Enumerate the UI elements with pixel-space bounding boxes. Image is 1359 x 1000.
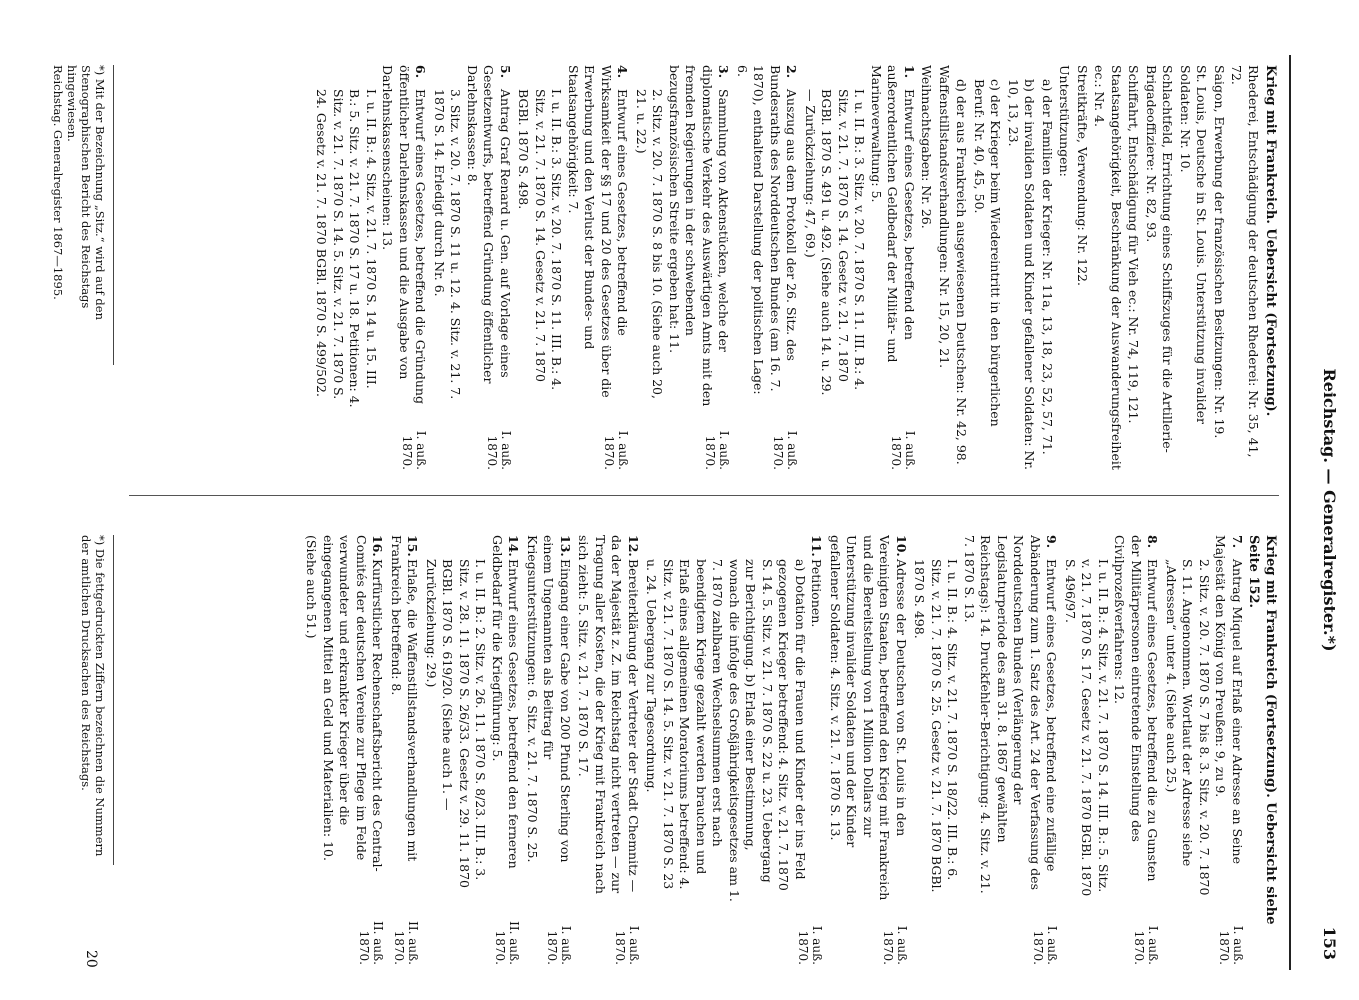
entry-detail: a) Dotation für die Frauen und Kinder der ins Feld gezogenen Krieger betreffend: 4. Sitz. v. 21. 7. 1870 S. 14. 5. Sitz. v. 21. 7. 1870 S. 22 u. 23. Uebergang zur Berichtigung. b) Erlaß einer Bestimmung, wonach die infolge des Großjährigkeitsgesetzes am 1. 7. 1870 zahlbaren Wechselsummen erst nach beendigtem Kriege gezahlt werden brauchen und Erlaß eines allgemeinen Moratoriums betreffend: 4. Sitz. v. 21. 7. 1870 S. 14. 5. Sitz. v. 21. 7. 1870 S. 23 u. 24. Uebergang zur Tagesordnung. <box>644 559 808 902</box>
entry-body: Entwurf eines Gesetzes, betreffend den außerordentlichen Geldbedarf der Militär- und Marineverwaltung: 5. <box>869 65 917 363</box>
overview-line: Streitkräfte, Verwendung: Nr. 122. <box>1075 65 1090 286</box>
entry-body: Entwurf eines Gesetzes, betreffend die Gründung öffentlicher Darlehnskassen und die Ausgabe von Darlehnskassenscheinen: 13. <box>380 65 429 404</box>
footnote-text: *) Die fettgedruckten Ziffern bezeichnen die Nummern der amtlichen Drucksachen des Reichstags. <box>79 535 107 857</box>
overview-line: d) der aus Frankreich ausgewiesenen Deutschen: Nr. 42, 98. <box>954 79 970 465</box>
left-entry-list <box>313 65 917 470</box>
session-label: I. auß. 1870. <box>485 430 513 470</box>
entry-number: 4. <box>615 65 631 79</box>
register-entry <box>431 65 514 470</box>
register-entry <box>515 65 631 470</box>
register-entry <box>524 535 574 965</box>
entry-body: Entwurf eines Gesetzes, betreffend den ferneren Geldbedarf für die Kriegführung: 5. <box>490 535 522 869</box>
register-entry <box>423 535 522 965</box>
overview-line: b) der invaliden Soldaten und Kinder gefallener Soldaten: Nr. 10, 13, 23. <box>1006 79 1038 470</box>
entry-number: 9. <box>1044 535 1060 549</box>
entry-number: 1. <box>902 65 917 79</box>
session-label: I. auß. 1870. <box>613 925 641 965</box>
entry-body: Kurfürstlicher Rechenschaftsbericht des Central-Comités der deutschen Vereine zur Pflege im Felde verwundeter und erkrankter Krieger über die eingegangenen Mittel an Geld und Materialien: 10. (Siehe auch 51.) <box>304 535 386 872</box>
session-label: I. auß. 1870. <box>703 430 732 470</box>
session-label: I. auß. 1870. <box>771 430 800 470</box>
register-entry <box>575 535 641 965</box>
entry-number: 10. <box>894 535 909 557</box>
entry-body: Adresse der Deutschen von St. Louis in den Vereinigten Staaten, betreffend den Krieg mit Frankreich und die Bereitstellung von 1 Million Dollars zur Unterstützung invalider Soldaten und der Kinder gefallener Soldaten: 4. Sitz. v. 21. 7. 1870 S. 13. <box>828 535 909 901</box>
entry-body: Erlaße, die Waffenstillstandsverhandlungen mit Frankreich betreffend: 8. <box>389 535 421 862</box>
register-entry <box>827 535 910 965</box>
entry-detail: 2. Sitz. v. 20. 7. 1870 S. 7 bis 8. 3. Sitz. v. 20. 7. 1870 S. 11. Angenommen. Wortlaut der Adresse siehe „Adressen“ unter 4. (Siehe auch 25.) <box>1164 559 1212 896</box>
register-entry <box>303 535 386 965</box>
session-label: I. auß. 1870. <box>881 925 909 965</box>
entry-detail: I. u. II. B.: 4. Sitz. v. 21. 7. 1870 S. 14. III. B.: 5. Sitz. v. 21. 7. 1870 S. 17. Gesetz v. 21. 7. 1870 BGBl. 1870 S. 496/97. <box>1063 559 1111 897</box>
entry-number: 8. <box>1145 535 1161 549</box>
entry-body: Entwurf eines Gesetzes, betreffend die Wirksamkeit der §§ 17 und 20 des Gesetzes über die Erwerbung und den Verlust der Bundes- und Staatsangehörigkeit: 7. <box>566 65 631 398</box>
entry-body: Entwurf eines Gesetzes, betreffend die zu Gunsten der Militärpersonen eintretende Einstellung des Civilprozeßverfahrens: 12. <box>1112 535 1161 882</box>
entry-detail: I. u. II. B.: 3. Sitz. v. 20. 7. 1870 S. 11. III. B.: 4. Sitz. v. 21. 7. 1870 S. 14. Gesetz v. 21. 7. 1870 BGBl. 1870 S. 498. <box>516 89 565 391</box>
session-label: II. auß. 1870. <box>357 921 386 965</box>
overview-line: Waffenstillstandsverhandlungen: Nr. 15, 20, 21. <box>937 65 952 369</box>
overview-line: St. Louis, Deutsche in St. Louis. Unterstützung invalider Soldaten: Nr. 10. <box>1178 65 1210 424</box>
entry-detail: 3. Sitz. v. 20. 7. 1870 S. 11 u. 12. 4. Sitz. v. 21. 7. 1870 S. 14. Erledigt durch Nr. 6. <box>432 89 464 400</box>
entry-number: 11. <box>809 535 825 557</box>
session-label: I. auß. 1870. <box>545 925 573 965</box>
register-entry <box>388 535 421 965</box>
overview-line: c) der Krieger beim Wiedereintritt in den bürgerlichen Beruf: Nr. 40, 45, 50. <box>972 79 1004 427</box>
entry-number: 13. <box>558 535 573 557</box>
entry-number: 14. <box>506 535 522 557</box>
entry-number: 3. <box>716 65 732 79</box>
entry-body: Auszug aus dem Protokoll der 26. Sitz. des Bundesraths des Norddeutschen Bundes (am 16. 7. 1870), enthaltend Darstellung der politischen Lage: 6. <box>735 65 800 395</box>
session-label: I. auß. 1870. <box>1217 925 1245 965</box>
session-label: II. auß. 1870. <box>392 921 421 965</box>
register-entry <box>643 535 825 965</box>
entry-body: Sammlung von Aktenstücken, welche der diplomatische Verkehr des Auswärtigen Amts mit den fremden Regierungen in der schwebenden bezugsfranzösischen Streite ergeben hat: 11. <box>667 65 732 407</box>
entry-number: 15. <box>405 535 421 557</box>
entry-number: 5. <box>498 65 513 79</box>
entry-detail: I. u. II. B.: 4. Sitz. v. 21. 7. 1870 S. 14 u. 15. III. B.: 5. Sitz. v. 21. 7. 1870 S. 17 u. 18. Petitionen: 4. Sitz. v. 21. 7. 1870 S. 14. 5. Sitz. v. 21. 7. 1870 S. 24. Gesetz v. 21. 7. 1870 BGBl. 1870 S. 499/502. <box>314 89 379 408</box>
left-column <box>129 65 1279 470</box>
running-header <box>1303 60 1347 960</box>
bottom-page-number: 20 <box>83 950 99 968</box>
overview-line: Schiffahrt, Entschädigung für Vieh ec.: Nr. 74, 119, 121. <box>1126 65 1142 424</box>
left-overview-list <box>918 65 1261 470</box>
overview-line: Schlachtfeld, Errichtung eines Schiffszuges für die Artillerie-Brigadeoffiziere: Nr. 82, 93. <box>1144 65 1176 453</box>
overview-line: Rhederei, Entschädigung der deutschen Rhederei: Nr. 35, 41, 72. <box>1229 65 1261 458</box>
register-entry <box>802 65 918 470</box>
entry-detail: I. u. II. B.: 3. Sitz. v. 20. 7. 1870 S. 11. III. B.: 4. Sitz. v. 21. 7. 1870 S. 14. Gesetz v. 21. 7. 1870 BGBl. 1870 S. 491 u. 492. (Siehe auch 14. u. 29. — Zurückziehung: 47, 69.) <box>803 89 868 396</box>
session-label: I. auß. 1870. <box>1031 925 1060 965</box>
right-title: Krieg mit Frankreich (Fortsetzung). Uebersicht siehe Seite 152. <box>1246 535 1278 925</box>
session-label: II. auß. 1870. <box>493 921 522 965</box>
left-title: Krieg mit Frankreich. Uebersicht (Fortsetzung). <box>1263 65 1278 417</box>
right-entry-list <box>303 535 1245 965</box>
entry-body: Antrag Miquel auf Erlaß einer Adresse an Seine Majestät den König von Preußen: 9, zu 9. <box>1213 535 1245 864</box>
entry-body: Eingang einer Gabe von 200 Pfund Sterling von einem Ungenannten als Beitrag für Kriegsunterstützungen: 6. Sitz. v. 21. 7. 1870 S. 25. <box>525 535 573 863</box>
overview-line: a) der Familien der Krieger: Nr. 11a, 13, 18, 23, 52, 57, 71. <box>1040 79 1055 455</box>
register-entry <box>1163 535 1246 965</box>
entry-detail: I. u. II. B.: 2. Sitz. v. 26. 11. 1870 S. 8/23. III. B.: 3. Sitz. v. 28. 11. 1870 S. 26/33. Gesetz v. 29. 11. 1870 BGBl. 1870 S. 619/20. (Siehe auch 1. — Zurückziehung: 29.) <box>424 559 489 888</box>
entry-number: 7. <box>1230 535 1245 549</box>
overview-line: Saigon, Erwerbung der französischen Besitzungen: Nr. 19. <box>1212 65 1227 439</box>
session-label: I. auß. 1870. <box>1132 925 1161 965</box>
session-label: I. auß. 1870. <box>889 430 917 470</box>
overview-line: Staatsangehörigkeit, Beschränkung der Auswanderungsfreiheit ec.: Nr. 4. <box>1092 65 1124 470</box>
overview-line: Unterstützungen: <box>1057 65 1073 177</box>
overview-line: Weihnachtsgaben: Nr. 26. <box>919 65 935 229</box>
register-entry <box>313 65 429 470</box>
header-rule <box>1289 55 1291 970</box>
session-label: I. auß. 1870. <box>796 925 825 965</box>
register-entry <box>1062 535 1161 965</box>
entry-number: 2. <box>784 65 800 79</box>
right-footnote <box>79 535 114 865</box>
entry-body: Petitionen. <box>809 559 825 628</box>
session-label: I. auß. 1870. <box>602 430 631 470</box>
footnote-reference: Reichstag. Generalregister 1867—1895. <box>51 65 65 300</box>
entry-number: 16. <box>370 535 386 557</box>
footnote-text: *) Mit der Bezeichnung „Sitz.“ wird auf den Stenographischen Bericht des Reichstags hingewiesen. <box>65 65 107 320</box>
session-label: I. auß. 1870. <box>400 430 429 470</box>
entry-number: 12. <box>626 535 641 557</box>
header-page-number: 153 <box>1320 926 1339 960</box>
right-column <box>129 535 1279 965</box>
entry-body: Bereiterklärung der Vertreter der Stadt Chemnitz — da der Majestät z. Z. im Reichstag nicht vertreten — zur Tragung aller Kosten, die der Krieg mit Frankreich nach sich zieht: 5. Sitz. v. 21. 7. 1870 S. 17. <box>576 535 641 894</box>
entry-body: Entwurf eines Gesetzes, betreffend eine zufällige Abänderung zum 1. Satz des Art. 24 der Verfassung des Norddeutschen Bundes (Verlängerung der Legislaturperiode des am 31. 8. 1867 gewählten Reichstags): 14. Druckfehler-Berichtigung: 4. Sitz. v. 21. 7. 1870 S. 13. <box>962 535 1060 894</box>
register-entry <box>734 65 800 470</box>
header-title: Reichstag. — Generalregister.*) <box>1320 368 1339 652</box>
entry-number: 6. <box>413 65 429 79</box>
register-entry <box>911 535 1060 965</box>
register-entry <box>633 65 732 470</box>
left-footnote <box>51 65 114 365</box>
entry-detail: 2. Sitz. v. 20. 7. 1870 S. 8 bis 10. (Siehe auch 20, 21. u. 22.) <box>634 89 666 399</box>
entry-body: Antrag Graf Renard u. Gen. auf Vorlage eines Gesetzentwurfs, betreffend Gründung öffentlicher Darlehnskassen: 8. <box>465 65 513 384</box>
column-divider <box>129 495 1279 496</box>
entry-detail: I. u. II. B.: 4. Sitz. v. 21. 7. 1870 S. 18/22. III. B.: 6. Sitz. v. 21. 7. 1870 S. 25. Gesetz v. 21. 7. 1870 BGBl. 1870 S. 498. <box>912 559 961 893</box>
